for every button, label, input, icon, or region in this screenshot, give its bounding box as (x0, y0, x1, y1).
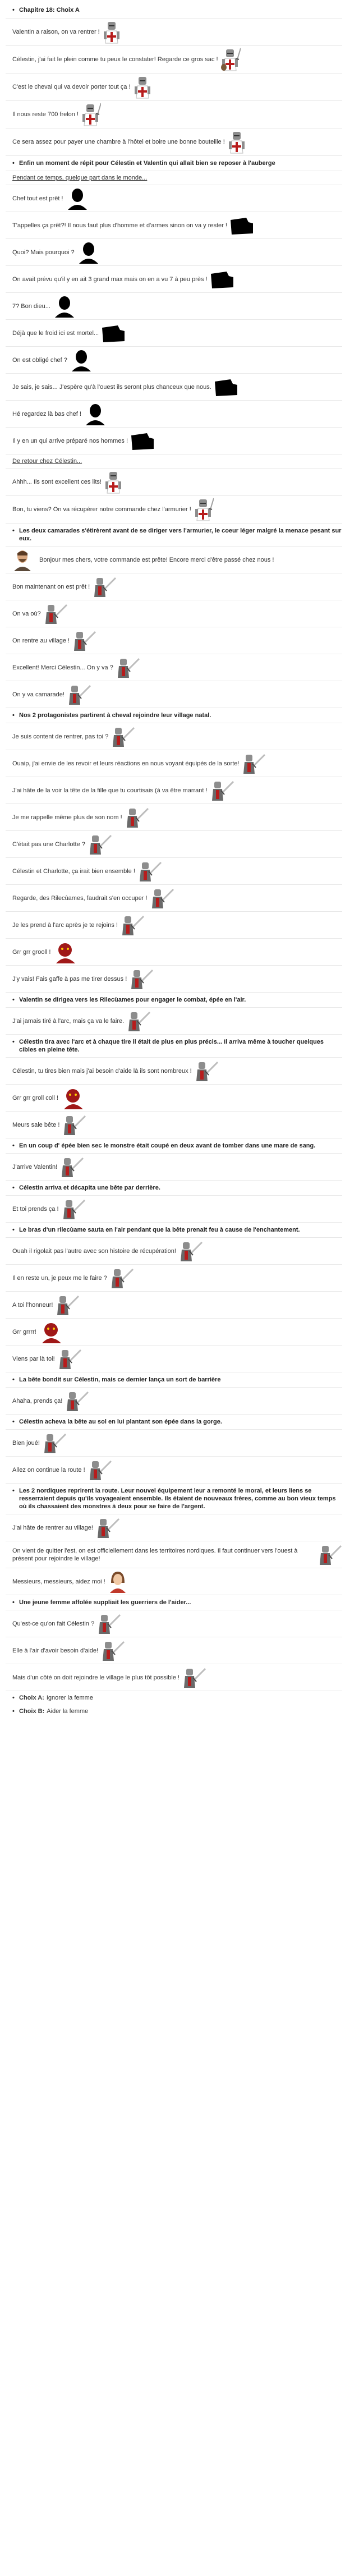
dialogue-text: Bien joué! (12, 1439, 40, 1447)
dialogue-row (6, 266, 342, 293)
dialogue-row (6, 212, 342, 239)
narration-bullet (6, 1484, 342, 1514)
dialogue-text: Hé regardez là bas chef ! (12, 410, 81, 417)
knight-with-sword-icon (65, 1390, 89, 1412)
dialogue-text: On avait prévu qu'il y en ait 3 grand max mais on en a vu 7 à peu près ! (12, 275, 208, 283)
dialogue-text: Célestin, j'ai fait le plein comme tu peux le constater! Regarde ce gros sac ! (12, 56, 218, 63)
narration-text: Valentin se dirigea vers les Rilecùames pour engager le combat, épée en l'air. (19, 997, 246, 1003)
bullet-dot: • (12, 1376, 15, 1383)
dialogue-text: Ahhh... Ils sont excellent ces lits! (12, 479, 102, 485)
dialogue-text: Ahaha, prends ça! (12, 1397, 63, 1404)
knight-with-sword-icon (116, 656, 140, 679)
dialogue-row (6, 547, 342, 573)
car-silhouette-icon (101, 323, 126, 343)
narration-bullet (6, 1415, 342, 1430)
dialogue-text: C'est le cheval qui va devoir porter tout ça ! (12, 84, 131, 90)
narration-bullet (6, 1138, 342, 1154)
dialogue-text: Excellent! Merci Célestin... On y va ? (12, 664, 113, 671)
dialogue-row (6, 374, 342, 401)
dialogue-row (6, 128, 342, 156)
narration-bullet (6, 1035, 342, 1058)
dialogue-text: J'ai jamais tiré à l'arc, mais ça va le faire. (12, 1017, 125, 1025)
knight-with-sword-icon (150, 887, 174, 910)
dialogue-text: Célestin et Charlotte, ça irait bien ensemble ! (12, 867, 135, 875)
knight-crusader-icon (81, 102, 101, 127)
knight-with-sword-icon (72, 630, 96, 652)
dialogue-row (6, 777, 342, 804)
dialogue-row (6, 1112, 342, 1138)
dialogue-row (6, 723, 342, 750)
man-portrait-icon (12, 549, 33, 571)
dialogue-row (6, 1238, 342, 1265)
dialogue-row (6, 347, 342, 374)
dialogue-text: Grr grr groll coll ! (12, 1094, 58, 1101)
dialogue-row (6, 1457, 342, 1484)
red-beast-icon (61, 1087, 85, 1109)
dialogue-row (6, 1346, 342, 1372)
dialogue-text: Célestin, tu tires bien mais j'ai besoin d'aide là ils sont nombreux ! (12, 1067, 192, 1075)
knight-crusader-icon (102, 20, 122, 44)
knight-with-sword-icon (210, 779, 234, 802)
dialogue-text: T'appelles ça prêt?! Il nous faut plus d'homme et d'armes sinon on va y rester ! (12, 222, 227, 229)
woman-portrait-icon (108, 1571, 128, 1593)
dialogue-text: Regarde, des Rilecùames, faudrait s'en occuper ! (12, 894, 148, 902)
dialogue-text: On va où? (12, 610, 41, 617)
dialogue-text: Je suis content de rentrer, pas toi ? (12, 733, 109, 740)
knight-with-sword-icon (178, 1240, 203, 1262)
bullet-dot: • (12, 1142, 15, 1149)
dialogue-row (6, 1058, 342, 1085)
narration-text: Nos 2 protagonistes partirent à cheval rejoindre leur village natal. (19, 712, 211, 719)
dialogue-text: Déjà que le froid ici est mortel... (12, 329, 99, 337)
dialogue-text: Grr grr grooll ! (12, 948, 51, 956)
head-silhouette-icon (84, 403, 107, 425)
dialogue-row (6, 1637, 342, 1664)
dialogue-text: Je sais, je sais... J'espère qu'à l'ouest ils seront plus chanceux que nous. (12, 383, 211, 391)
bullet-dot: • (12, 1695, 15, 1701)
bullet-dot: • (12, 7, 15, 13)
dialogue-row (6, 750, 342, 777)
dialogue-row (6, 239, 342, 266)
dialogue-text: Ouaip, j'ai envie de les revoir et leurs réactions en nous voyant équipés de la sorte! (12, 760, 240, 767)
dialogue-row (6, 1430, 342, 1457)
bullet-dot: • (12, 1039, 15, 1045)
narration-text: Célestin tira avec l'arc et à chaque tire il était de plus en plus précis... Il arriva même à toucher quelques cibles en pleine tête. (19, 1039, 324, 1053)
dialogue-row (6, 804, 342, 831)
knight-with-sword-icon (126, 1010, 151, 1032)
narration-bullet (6, 1372, 342, 1388)
choice-option-a[interactable] (6, 1691, 342, 1705)
dialogue-row (6, 101, 342, 128)
dialogue-row (6, 912, 342, 939)
choice-list (6, 1691, 342, 1718)
narration-text: Une jeune femme affolée suppliait les guerriers de l'aider... (19, 1599, 191, 1606)
knight-crusader-icon (133, 75, 153, 99)
narration-text: Les 2 nordiques reprirent la route. Leur nouvel équipement leur a remonté le moral, et leurs liens se resserraient depuis qu'ils voyageaient ensemble. Ils étaient de nouveaux frères, comme au bon vieux temps où ils chassaient des monstres à deux pour se faire de l'argent. (19, 1487, 336, 1510)
narration-bullet (6, 993, 342, 1008)
dialogue-row (6, 293, 342, 320)
dialogue-text: On vient de quitter l'est, on est officiellement dans les territoires nordiques. Il faut continuer vers l'ouest à présent pour rejoindre le village! (12, 1547, 298, 1562)
dialogue-text: Valentin a raison, on va rentrer ! (12, 29, 100, 35)
knight-with-sword-icon (88, 833, 112, 856)
narration-bullet (6, 1223, 342, 1238)
dialogue-row (6, 74, 342, 101)
knight-with-sword-icon (100, 1640, 125, 1662)
knight-with-sword-icon (241, 752, 266, 775)
dialogue-row (6, 1664, 342, 1691)
dialogue-row (6, 1008, 342, 1035)
bullet-dot: • (12, 160, 15, 167)
dialogue-text: J'y vais! Fais gaffe à pas me tirer dessus ! (12, 975, 127, 982)
dialogue-row (6, 428, 342, 454)
knight-with-sword-icon (120, 914, 145, 936)
scene-transition-link[interactable]: Pendant ce temps, quelque part dans le monde... (6, 171, 342, 185)
scene-transition-link[interactable]: De retour chez Célestin... (6, 454, 342, 469)
dialogue-row (6, 185, 342, 212)
car-silhouette-icon (130, 431, 155, 451)
narration-bullet (6, 1595, 342, 1610)
bullet-dot: • (12, 997, 15, 1003)
head-silhouette-icon (66, 187, 89, 210)
dialogue-text: J'ai hâte de rentrer au village! (12, 1524, 93, 1531)
narration-text: Enfin un moment de répit pour Célestin et Valentin qui allait bien se reposer à l'auberge (19, 160, 275, 167)
knight-with-sword-icon (62, 1114, 86, 1136)
dialogue-row (6, 831, 342, 858)
red-beast-icon (53, 941, 77, 963)
bullet-dot: • (12, 527, 15, 534)
car-silhouette-icon (229, 215, 254, 236)
knight-crusader-icon (227, 130, 247, 154)
knight-with-sword-icon (61, 1198, 86, 1220)
dialogue-text: Quoi? Mais pourquoi ? (12, 249, 75, 256)
dialogue-row (6, 1610, 342, 1637)
dialogue-list (6, 19, 342, 1691)
knight-with-sword-icon (67, 683, 91, 706)
dialogue-text: On y va camarade! (12, 691, 65, 698)
knight-crusader-icon (194, 497, 214, 522)
dialogue-text: Bon, tu viens? On va récupérer notre commande chez l'armurier ! (12, 506, 191, 513)
dialogue-row (6, 573, 342, 600)
bullet-dot: • (12, 1708, 15, 1715)
knight-with-sword-icon (317, 1544, 342, 1566)
chapter-title-text: Chapitre 18: Choix A (19, 7, 80, 13)
narration-bullet (6, 708, 342, 723)
dialogue-row (6, 1265, 342, 1292)
knight-with-sword-icon (95, 1517, 120, 1539)
narration-bullet (6, 1181, 342, 1196)
dialogue-text: A toi l'honneur! (12, 1301, 53, 1308)
dialogue-row (6, 600, 342, 627)
dialogue-text: On est obligé chef ? (12, 356, 67, 364)
dialogue-row (6, 1292, 342, 1319)
dialogue-text: C'était pas une Charlotte ? (12, 841, 85, 848)
bullet-dot: • (12, 1599, 15, 1606)
dialogue-text: Ce sera assez pour payer une chambre à l'hôtel et boire une bonne bouteille ! (12, 139, 225, 145)
dialogue-row (6, 1514, 342, 1541)
dialogue-text: Bonjour mes chers, votre commande est prête! Encore merci d'être passé chez nous ! (39, 556, 274, 563)
knight-with-sword-icon (57, 1348, 82, 1370)
bullet-dot: • (12, 712, 15, 719)
knight-with-sword-icon (88, 1459, 112, 1481)
dialogue-row (6, 46, 342, 74)
dialogue-row (6, 858, 342, 885)
knight-with-sword-icon (194, 1060, 219, 1082)
dialogue-row (6, 627, 342, 654)
dialogue-row (6, 1388, 342, 1415)
dialogue-row (6, 320, 342, 347)
dialogue-row (6, 19, 342, 46)
narration-text: En un coup d' épée bien sec le monstre était coupé en deux avant de tomber dans une mare de sang. (19, 1142, 316, 1149)
knight-with-sword-icon (96, 1613, 121, 1635)
dialogue-text: Elle à l'air d'avoir besoin d'aide! (12, 1647, 99, 1654)
narration-text: Célestin arriva et décapita une bête par derrière. (19, 1184, 160, 1191)
dialogue-text: Il nous reste 700 frelon ! (12, 111, 79, 118)
bullet-dot: • (12, 1418, 15, 1425)
narration-text: La bête bondit sur Célestin, mais ce dernier lança un sort de barrière (19, 1376, 221, 1383)
narration-bullet (6, 524, 342, 547)
dialogue-row (6, 1085, 342, 1112)
dialogue-row (6, 1568, 342, 1595)
dialogue-text: Grr grrrr! (12, 1328, 36, 1335)
knight-with-sword-icon (182, 1666, 206, 1689)
dialogue-text: Allez on continue la route ! (12, 1466, 85, 1473)
dialogue-text: Messieurs, messieurs, aidez moi ! (12, 1578, 105, 1585)
dialogue-text: Chef tout est prêt ! (12, 195, 63, 202)
dialogue-text: Ouah il rigolait pas l'autre avec son histoire de récupération! (12, 1247, 176, 1255)
bullet-dot: • (12, 1227, 15, 1233)
dialogue-text: J'ai hâte de la voir la tête de la fille que tu courtisais (à va être marrant ! (12, 787, 208, 794)
choice-label: Choix A: (19, 1695, 44, 1701)
dialogue-text: Qu'est-ce qu'on fait Célestin ? (12, 1620, 95, 1627)
dialogue-row (6, 496, 342, 524)
narration-text: Célestin acheva la bête au sol en lui plantant son épée dans la gorge. (19, 1418, 222, 1425)
dialogue-text: Et toi prends ça ! (12, 1205, 59, 1213)
knight-with-sword-icon (55, 1294, 80, 1316)
bullet-dot: • (12, 1184, 15, 1191)
dialogue-text: Je me rappelle même plus de son nom ! (12, 814, 122, 821)
knight-with-sword-icon (137, 860, 162, 883)
dialogue-text: Bon maintenant on est prêt ! (12, 583, 90, 590)
dialogue-row (6, 469, 342, 496)
narration-bullet (6, 156, 342, 171)
dialogue-row (6, 1196, 342, 1223)
knight-with-sword-icon (111, 725, 135, 748)
dialogue-row (6, 1541, 342, 1568)
knight-with-sword-icon (125, 806, 149, 829)
head-silhouette-icon (53, 295, 76, 318)
dialogue-text: On rentre au village ! (12, 637, 70, 644)
car-silhouette-icon (210, 269, 234, 290)
dialogue-text: Je les prend à l'arc après je te rejoins ! (12, 921, 118, 929)
dialogue-text: Viens par là toi! (12, 1355, 55, 1362)
knight-with-sword-icon (42, 1432, 67, 1454)
dialogue-text: 7? Bon dieu... (12, 302, 50, 310)
dialogue-text: J'arrive Valentin! (12, 1163, 58, 1170)
dialogue-text: Il en reste un, je peux me le faire ? (12, 1274, 107, 1282)
knight-with-sword-icon (92, 576, 117, 598)
head-silhouette-icon (77, 241, 100, 264)
knight-with-sword-icon (129, 968, 154, 990)
dialogue-row (6, 966, 342, 993)
dialogue-row (6, 401, 342, 428)
knight-crusader-icon (104, 470, 124, 494)
dialogue-text: Meurs sale bête ! (12, 1121, 60, 1128)
dialogue-row (6, 1154, 342, 1181)
knight-with-sword-icon (43, 603, 68, 625)
dialogue-row (6, 654, 342, 681)
dialogue-row (6, 1319, 342, 1346)
knight-with-sword-icon (109, 1267, 134, 1289)
choice-label: Choix B: (19, 1708, 45, 1715)
choice-text: Aider la femme (47, 1708, 89, 1715)
dialogue-text: Il y en un qui arrive préparé nos hommes ! (12, 437, 128, 444)
chapter-title (6, 2, 342, 19)
red-beast-icon (39, 1321, 63, 1343)
knight-crusader-icon (220, 47, 241, 72)
choice-option-b[interactable] (6, 1705, 342, 1718)
narration-text: Les deux camarades s'étirèrent avant de se diriger vers l'armurier, le coeur léger malgré la menace pesant sur eux. (19, 527, 342, 542)
dialogue-row (6, 939, 342, 966)
dialogue-text: Mais d'un côté on doit rejoindre le village le plus tôt possible ! (12, 1674, 180, 1681)
bullet-dot: • (12, 1487, 15, 1494)
head-silhouette-icon (70, 349, 93, 371)
dialogue-row (6, 681, 342, 708)
choice-text: Ignorer la femme (46, 1695, 93, 1701)
dialogue-row (6, 885, 342, 912)
car-silhouette-icon (214, 377, 238, 397)
narration-text: Le bras d'un rilecùame sauta en l'air pendant que la bête prenait feu à cause de l'enchantement. (19, 1227, 300, 1233)
knight-with-sword-icon (59, 1156, 84, 1178)
